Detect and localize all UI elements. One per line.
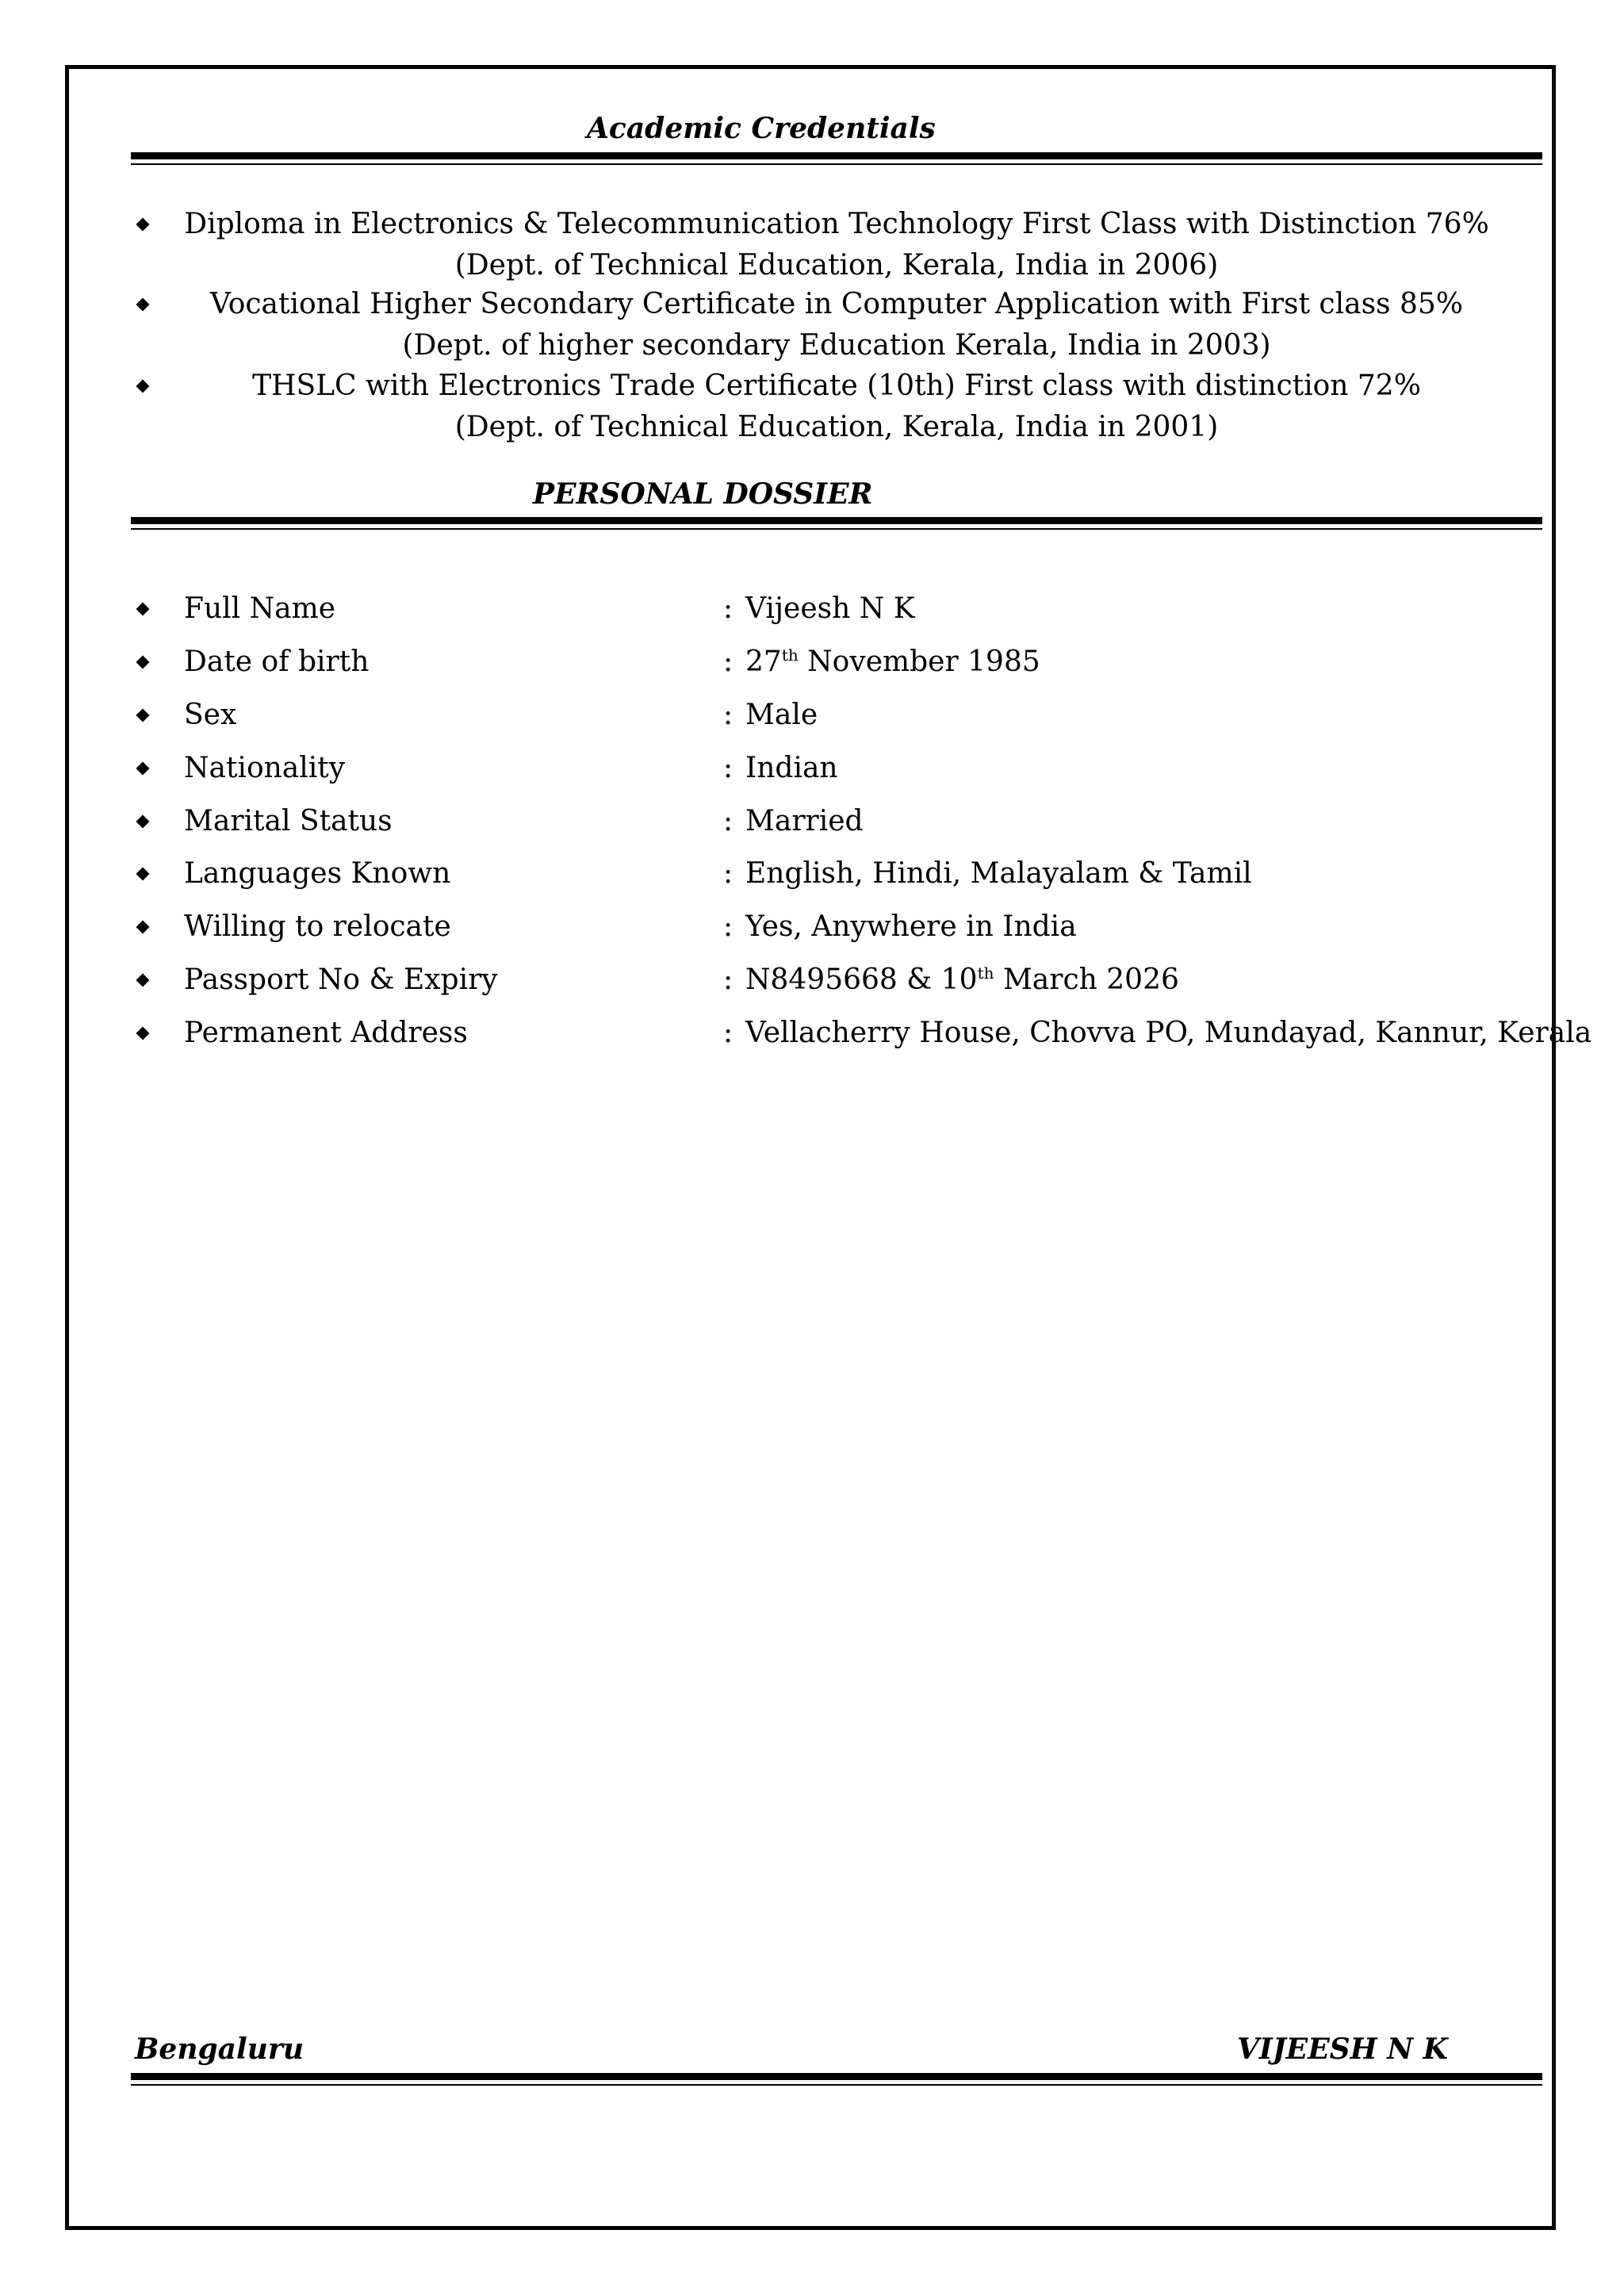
field-value: English, Hindi, Malayalam & Tamil [745,857,1252,890]
field-separator: : [723,857,733,890]
education-item-3-detail: (Dept. of Technical Education, Kerala, India in 2001) [454,411,1219,443]
field-separator: : [723,964,733,996]
field-value: Indian [745,752,838,784]
education-item-2-title: Vocational Higher Secondary Certificate in Computer Application with First class 85% [210,288,1463,320]
heading-rule-thin [131,163,1542,165]
field-separator: : [723,592,733,625]
field-separator: : [723,910,733,943]
field-label: Marital Status [184,805,393,837]
field-separator: : [723,1017,733,1049]
field-label: Passport No & Expiry [184,964,498,996]
field-value: 27th November 1985 [745,646,1040,678]
education-item-3-title: THSLC with Electronics Trade Certificate (10th) First class with distinction 72% [252,370,1421,402]
field-separator: : [723,646,733,678]
footer-place: Bengaluru [135,2033,304,2066]
field-label: Nationality [184,752,346,784]
education-item-1-detail: (Dept. of Technical Education, Kerala, India in 2006) [454,249,1219,282]
field-label: Date of birth [184,646,370,678]
field-separator: : [723,752,733,784]
footer-signature-name: VIJEESH N K [1237,2033,1448,2066]
field-separator: : [723,805,733,837]
field-value: Yes, Anywhere in India [745,910,1077,943]
field-label: Sex [184,699,237,731]
field-value: N8495668 & 10th March 2026 [745,964,1179,996]
field-label: Permanent Address [184,1017,468,1049]
field-label: Full Name [184,592,336,625]
education-item-1-title: Diploma in Electronics & Telecommunication Technology First Class with Distinction 76% [184,208,1489,240]
education-item-2-detail: (Dept. of higher secondary Education Kerala, India in 2003) [402,329,1271,362]
academic-credentials-heading: Academic Credentials [587,112,936,145]
field-separator: : [723,699,733,731]
field-value: Vellacherry House, Chovva PO, Mundayad, Kannur, Kerala [745,1017,1592,1049]
field-label: Languages Known [184,857,451,890]
field-value: Married [745,805,864,837]
heading-rule-thick [131,517,1542,524]
field-value: Vijeesh N K [745,592,915,625]
footer-rule-thin [131,2084,1542,2086]
heading-rule-thin [131,528,1542,530]
personal-dossier-heading: PERSONAL DOSSIER [533,477,873,511]
heading-rule-thick [131,152,1542,159]
field-label: Willing to relocate [184,910,451,943]
footer-rule-thick [131,2073,1542,2080]
field-value: Male [745,699,818,731]
